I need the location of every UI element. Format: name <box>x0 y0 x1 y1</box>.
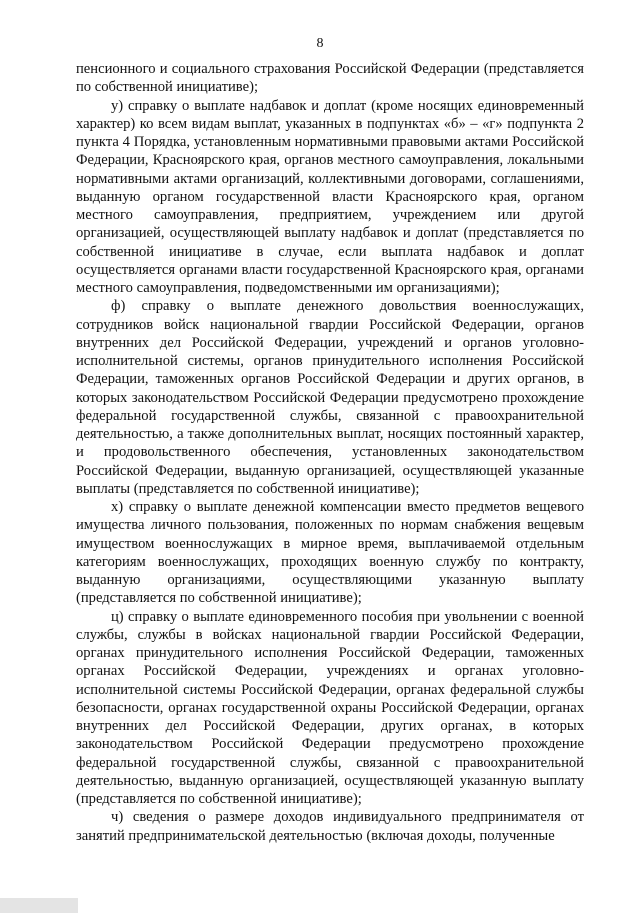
paragraph-item-ts: ц) справку о выплате единовременного пособия при увольнении с военной службы, службы в войсках национальной гвардии Российской Федерации, органах принудительного исполнения Российской Федерации, таможенных органах Российской Федерации, учреждениях и органах уголовно-исполнительной системы Российской Федерации, органах федеральной службы безопасности, органах государственной охраны Российской Федерации, органах внутренних дел Российской Федерации, других органах, в которых законодательством Российской Федерации предусмотрено прохождение федеральной государственной службы, связанной с правоохранительной деятельностью, выданную организацией, осуществляющей указанную выплату (представляется по собственной инициативе); <box>76 608 584 807</box>
paragraph-item-u: у) справку о выплате надбавок и доплат (кроме носящих единовременный характер) ко всем видам выплат, указанных в подпунктах «б» – «г» подпункта 2 пункта 4 Порядка, установленным нормативными правовыми актами Российской Федерации, Красноярского края, органов местного самоуправления, локальными нормативными актами организаций, коллективными договорами, соглашениями, выданную органом государственной власти Красноярского края, органом местного самоуправления, предприятием, учреждением или другой организацией, осуществляющей выплату надбавок и доплат (представляется по собственной инициативе в случае, если выплата надбавок и доплат осуществляется органами власти государственной Красноярского края, органами местного самоуправления, подведомственными им организациями); <box>76 97 584 296</box>
paragraph-item-ch: ч) сведения о размере доходов индивидуального предпринимателя от занятий предпринимательской деятельностью (включая доходы, полученные <box>76 809 584 844</box>
document-body <box>76 60 584 845</box>
scan-corner-mark <box>0 898 78 913</box>
paragraph-continuation: пенсионного и социального страхования Российской Федерации (представляется по собственной инициативе); <box>76 61 584 96</box>
page-number: 8 <box>316 36 324 51</box>
paragraph-item-kh: х) справку о выплате денежной компенсации вместо предметов вещевого имущества личного пользования, положенных по нормам снабжения вещевым имуществом военнослужащих в мирное время, выплачиваемой отдельным категориям военнослужащих, проходящих военную службу по контракту, выданную организациями, осуществляющими указанную выплату (представляется по собственной инициативе); <box>76 499 584 607</box>
paragraph-item-f: ф) справку о выплате денежного довольствия военнослужащих, сотрудников войск национальной гвардии Российской Федерации, органов внутренних дел Российской Федерации, учреждений и органов уголовно-исполнительной системы, органов принудительного исполнения Российской Федерации, таможенных органов Российской Федерации и других органов, в которых законодательством Российской Федерации предусмотрено прохождение федеральной государственной службы, связанной с правоохранительной деятельностью, а также дополнительных выплат, носящих постоянный характер, и продовольственного обеспечения, установленных законодательством Российской Федерации, выданную организацией, осуществляющей указанные выплаты (представляется по собственной инициативе); <box>76 298 584 497</box>
